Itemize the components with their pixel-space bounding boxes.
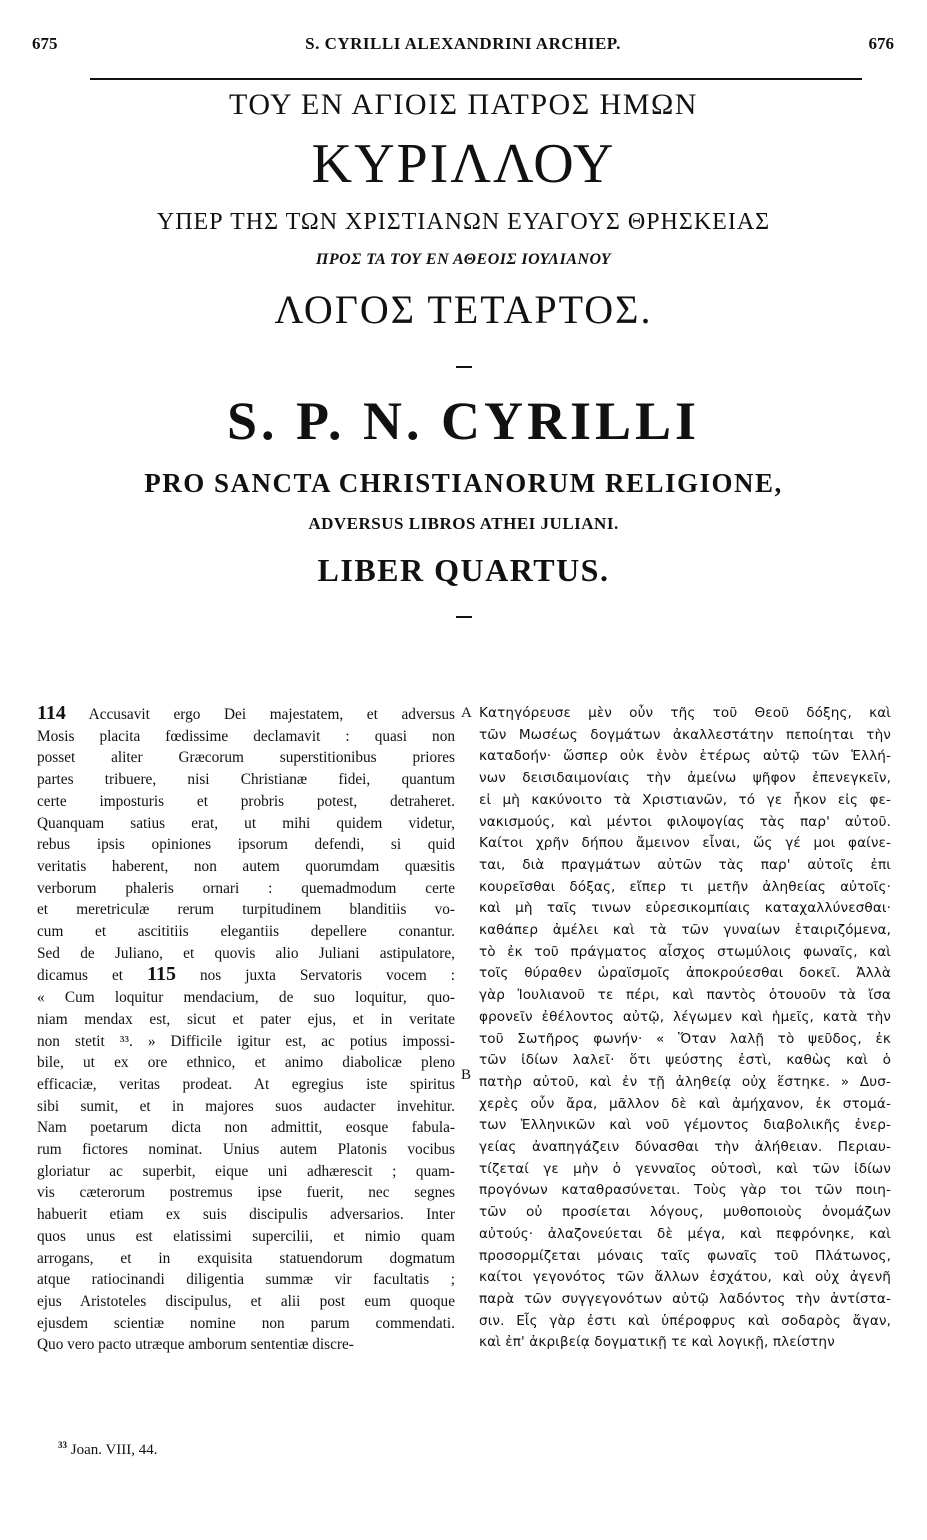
greek-line: Κατηγόρευσε μὲν οὖν τῆς τοῦ Θεοῦ δόξης, καὶ bbox=[479, 705, 891, 721]
column-marker-a: A bbox=[461, 705, 472, 721]
latin-line: vis cæterorum postremus ipse fuerit, nec segnes bbox=[37, 1184, 455, 1202]
latin-line: et meretriculæ rerum turpitudinem blanditiis vo- bbox=[37, 901, 455, 919]
latin-line: atque ratiocinandi diligentia summæ vir facultatis ; bbox=[37, 1271, 455, 1289]
greek-line: γὰρ Ἰουλιανοῦ τε πέρι, καὶ παντὸς ὁτουοῦν τὰ ἴσα bbox=[479, 987, 891, 1004]
title-block bbox=[40, 86, 887, 618]
greek-line: τῶν ἰδίων λαλεῖ· ὅτι ψεύστης ἐστὶ, καθὼς καὶ ὁ bbox=[479, 1052, 891, 1069]
latin-line: dicamus et 115 nos juxta Servatoris vocem : bbox=[37, 963, 455, 986]
greek-line: αὐτούς· ἀλαζονεύεται δὲ μέγα, καὶ πεφρόνηκε, καὶ bbox=[479, 1225, 891, 1242]
running-title: S. CYRILLI ALEXANDRINI ARCHIEP. bbox=[305, 34, 621, 53]
greek-line: εἰ μὴ κακύνοιτο τὰ Χριστιανῶν, τό γε ἧκον εἰς φε- bbox=[479, 791, 891, 808]
greek-line: τοῦ Σωτῆρος φωνήν· « Ὅταν λαλῇ τὸ ψεῦδος, ἐκ bbox=[479, 1030, 891, 1047]
latin-line: bile, ut ex ore ethnico, et animo diabolicæ pleno bbox=[37, 1054, 455, 1072]
greek-line: καταδοήν· ὥσπερ οὐκ ἐνὸν ἑτέρως αὐτῷ τῶν Ἑλλή- bbox=[479, 748, 891, 765]
greek-line: ται, διὰ πραγμάτων αὐτῶν τὰς παρ' αὐτοῖς ἐπι bbox=[479, 856, 891, 873]
greek-line: καὶ ἐπ' ἀκριβείᾳ δογματικῇ τε καὶ λογικῇ, πλείστην bbox=[479, 1334, 835, 1351]
latin-line: posset aliter Græcorum superstitionibus priores bbox=[37, 749, 455, 767]
section-number-115: 115 bbox=[147, 963, 176, 986]
greek-title-line3: ΥΠΕΡ ΤΗΣ ΤΩΝ ΧΡΙΣΤΙΑΝΩΝ ΕΥΑΓΟΥΣ ΘΡΗΣΚΕΙΑΣ bbox=[156, 209, 771, 235]
page-number-left: 675 bbox=[32, 34, 58, 53]
greek-line: καθάπερ ἀμέλει καὶ τὰ τῶν γυναίων ἑταιριζόμενα, bbox=[479, 922, 891, 939]
latin-line: partes tribuere, nisi Christianæ fidei, quantum bbox=[37, 771, 455, 789]
latin-line: « Cum loquitur mendacium, de suo loquitur, quo- bbox=[37, 989, 455, 1007]
latin-line: arrogans, et in exquisita statuendorum dogmatum bbox=[37, 1249, 455, 1267]
latin-line: Nam poetarum dicta non admittit, eosque fabula- bbox=[37, 1119, 455, 1137]
latin-line: quos unus est elatissimi supercilii, et nimio quam bbox=[37, 1227, 455, 1245]
section-number-114: 114 bbox=[37, 702, 66, 724]
greek-line: χερὲς οὖν ἄρα, μᾶλλον δὲ καὶ ἀμήχανον, ἐκ στομά- bbox=[479, 1095, 891, 1112]
greek-line: προγόνων καταθρασύνεται. Τοὺς γὰρ τοι τῶν ποιη- bbox=[479, 1182, 891, 1199]
latin-line: habuerit etiam ex suis discipulis adversarios. Inter bbox=[37, 1206, 455, 1224]
page-number-right: 676 bbox=[868, 34, 894, 53]
latin-line: rebus ipsis opiniones ipsorum defendi, si quid bbox=[37, 836, 455, 854]
latin-line: sibi sumit, et in majores suos audacter invehitur. bbox=[37, 1097, 455, 1115]
latin-line: verborum phaleris ornari : quemadmodum certe bbox=[37, 879, 455, 897]
latin-line: ejus Aristoteles discipulus, et alii post eum quoque bbox=[37, 1292, 455, 1310]
greek-line: τὸ ἐκ τοῦ πράγματος αἶσχος στωμύλοις φωναῖς, καὶ bbox=[479, 943, 891, 960]
latin-line: veritatis haberent, non autem quorumdam quæsitis bbox=[37, 857, 455, 875]
greek-line: καὶ μὴ ταῖς τινων εὑρεσικομπίαις καταχαλλύνεσθαι· bbox=[479, 900, 891, 917]
latin-line: certe imposturis et probris potest, detraheret. bbox=[37, 792, 455, 810]
latin-line: Quanquam satius erat, ut mihi quidem videtur, bbox=[37, 814, 455, 832]
footnote-text: Joan. VIII, 44. bbox=[67, 1442, 158, 1458]
latin-column bbox=[37, 703, 455, 1356]
greek-title-name: ΚΥΡΙΛΛΟΥ bbox=[311, 133, 616, 195]
greek-line: φρονεῖν ἐθέλοντος αὐτῷ, λέγωμεν καὶ ἡμεῖς, κατὰ τὴν bbox=[479, 1008, 891, 1025]
latin-line: gloriatur ac superbit, eique uni adhærescit ; quam- bbox=[37, 1162, 455, 1180]
running-head bbox=[32, 34, 894, 58]
greek-line: τῶν οὐ προσίεται λόγους, μυθοποιοὺς ὀνομάζων bbox=[479, 1204, 891, 1221]
latin-line: niam mendax est, sicut et pater ejus, et in veritate bbox=[37, 1010, 455, 1028]
latin-line: ejusdem scientiæ nomine non parum commendati. bbox=[37, 1314, 455, 1332]
latin-line: 114 Accusavit ergo Dei majestatem, et adversus bbox=[37, 702, 455, 724]
greek-line: νακισμούς, καὶ μέντοι φιλοψογίας τὰς παρ' αὐτοῦ. bbox=[479, 813, 891, 830]
latin-line: Sed de Juliano, et quovis alio Juliani astipulatore, bbox=[37, 944, 455, 962]
greek-title-line4: ΠΡΟΣ ΤΑ ΤΟΥ ΕΝ ΑΘΕΟΙΣ ΙΟΥΛΙΑΝΟΥ bbox=[315, 251, 612, 268]
body-separator-dash bbox=[456, 616, 472, 618]
greek-line: των Ἑλληνικῶν καὶ νοῦ γέμοντος διαβολικῆς ἐνερ- bbox=[479, 1117, 891, 1134]
greek-title-line5: ΛΟΓΟΣ ΤΕΤΑΡΤΟΣ. bbox=[274, 287, 653, 332]
header-rule bbox=[90, 78, 862, 80]
latin-title-line3: ADVERSUS LIBROS ATHEI JULIANI. bbox=[308, 514, 619, 533]
greek-line: τῶν Μωσέως δογμάτων ἀκαλλεστάτην πεποίηται τὴν bbox=[479, 726, 891, 743]
greek-line: τίζεταί γε μὴν ὁ γενναῖος οὑτοσὶ, καὶ τῶν ἰδίων bbox=[479, 1160, 891, 1177]
footnote-mark: 33 bbox=[58, 1440, 67, 1450]
greek-line: πατὴρ αὐτοῦ, καὶ ἐν τῇ ἀληθείᾳ οὐχ ἕστηκε. » Δυσ- bbox=[479, 1073, 891, 1090]
latin-line: rum fictores nominat. Unius autem Platonis vocibus bbox=[37, 1141, 455, 1159]
greek-line: παρὰ τῶν συγγεγονότων αὐτῷ λαδόντος τὴν ἀντίστα- bbox=[479, 1290, 891, 1307]
greek-line: νων δεισιδαιμονίαις τὴν ἀμείνω ψῆφον ἐπενεγκεῖν, bbox=[479, 770, 891, 787]
latin-title-line2: PRO SANCTA CHRISTIANORUM RELIGIONE, bbox=[144, 468, 783, 498]
title-separator-dash bbox=[456, 366, 472, 368]
greek-line: γείας ἀναπηγάζειν δύνασθαι τὴν ἀλήθειαν. Περιαυ- bbox=[479, 1139, 891, 1156]
latin-line: Quo vero pacto utræque amborum sententiæ discre- bbox=[37, 1336, 354, 1354]
greek-line: κουρεῖσθαι δόξας, εἴπερ τι μετῆν ἀληθείας αὐτοῖς· bbox=[479, 878, 891, 895]
greek-title-line1: ΤΟΥ ΕΝ ΑΓΙΟΙΣ ΠΑΤΡΟΣ ΗΜΩΝ bbox=[229, 88, 698, 121]
latin-line: efficaciæ, veritas prodeat. At egregius iste spiritus bbox=[37, 1075, 455, 1093]
latin-line: cum et ascititiis elegantiis depellere conantur. bbox=[37, 923, 455, 941]
greek-line: καίτοι γεγονότος τῶν ἄλλων ἐσχάτου, καὶ οὐχ ἀγενῆ bbox=[479, 1269, 891, 1286]
greek-line: προσορμίζεται μόναις ταῖς φωναῖς τοῦ Πλάτωνος, bbox=[479, 1247, 891, 1264]
column-marker-b: B bbox=[461, 1067, 472, 1083]
latin-title-name: S. P. N. CYRILLI bbox=[226, 391, 701, 451]
greek-line: τοῖς θύραθεν ὡραϊσμοῖς ἀποκρούεσθαι δοκεῖ. Ἀλλὰ bbox=[479, 965, 891, 982]
latin-line: non stetit ³³. » Difficile igitur est, ac potius impossi- bbox=[37, 1032, 455, 1050]
latin-title-line4: LIBER QUARTUS. bbox=[317, 552, 610, 588]
greek-line: Καίτοι χρῆν δήπου ἄμεινον εἶναι, ὥς γέ μοι φαίνε- bbox=[479, 835, 891, 852]
latin-line: Mosis placita fœdissime declamavit : quasi non bbox=[37, 727, 455, 745]
greek-column bbox=[479, 703, 891, 1354]
greek-line: σιν. Εἷς γὰρ ἐστι καὶ ὑπέροφρυς καὶ σοδαρὸς ἄγαν, bbox=[479, 1312, 891, 1329]
footnote bbox=[58, 1440, 158, 1459]
